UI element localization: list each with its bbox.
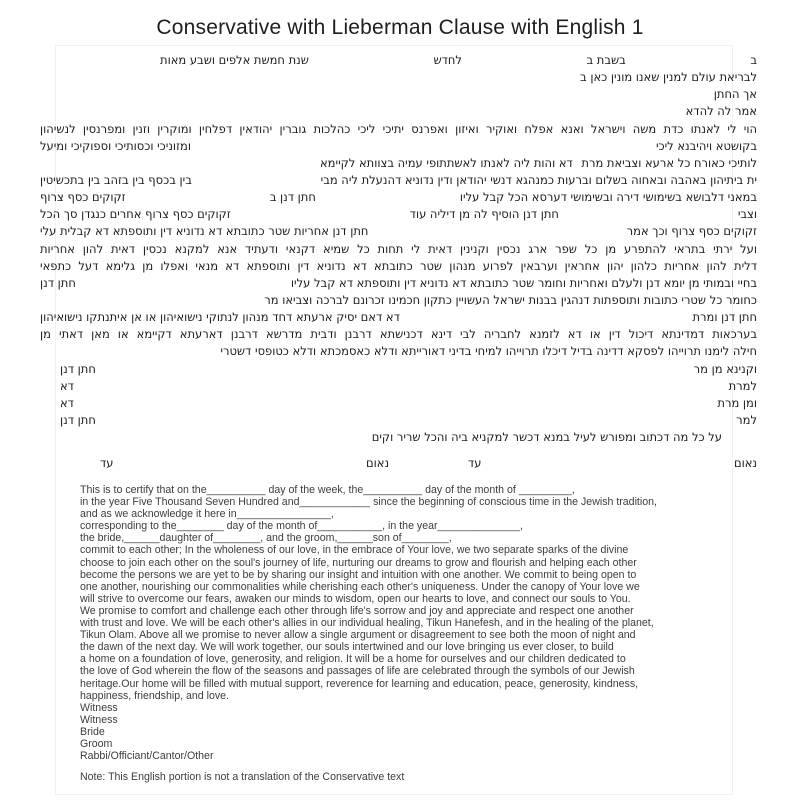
english-line: Groom [80,737,113,750]
english-line: will strive to overcome our fears, awaken our minds to wisdom, open our hearts to love, and connect our souls to You. [80,592,631,605]
hebrew-segment: ית ביתיהון באהבה ובאחוה בשלום וברעות כמנהגא דנשי יהודאן ודין נדוניא דהנעלת ליה מבי [320,172,757,187]
hebrew-line [40,378,757,395]
hebrew-segment: וצבי [737,207,757,222]
english-line: heritage.Our home will be filled with mutual support, reverence for learning and education, peace, generosity, kindness, [80,677,639,690]
hebrew-segment: בשבת ב [586,53,626,67]
hebrew-line: הוי לי לאנתו כדת משה וישראל ואנא אפלח ואוקיר ואיזון ואפרנס יתיכי ליכי כהלכות גוברין יהודאין דפלחין ומוקרין וזנין ומפרנסין לנשיהון [40,121,757,136]
translation-note: Note: This English portion is not a translation of the Conservative text [80,771,405,784]
hebrew-line [40,395,757,412]
signature-group [100,455,389,472]
english-line: become the persons we are yet to be by sharing our insight and intuition with one another. We commit to being open to [80,568,637,581]
hebrew-segment: דא [60,378,74,393]
hebrew-segment: זקוקים כסף צרוף וכך אמר [626,224,757,239]
hebrew-segment: למר [736,412,757,427]
hebrew-segment: ומן מרת [717,395,757,410]
english-line: the love of God wherein the flow of the seasons and passages of life are celebrated through the symbols of our Jewish [80,665,635,678]
hebrew-line [40,172,757,189]
hebrew-line: דלית להון אחריות כלהון יהון אחראין וערבאין לפרוע מנהון שטר כתובתא דא נדוניא דין ותוספתא דא מנאי ואפלו מן גלימא דעל כתפאי [40,258,757,273]
english-line: We promise to comfort and challenge each other through life's sorrow and joy and appreciate and respect one another [80,604,634,617]
english-lines-container [80,484,740,762]
english-line: This is to certify that on the__________ day of the week, the__________ day of the month of _________, [80,484,575,496]
hebrew-line: אמר לה להדא [685,104,757,119]
hebrew-line [40,138,757,155]
hebrew-segment: חתן דנן [40,275,76,290]
hebrew-line [40,52,757,69]
english-line: the bride,______daughter of________, and the groom,______son of________, [80,532,452,545]
hebrew-line: ועל ירתי בתראי להתפרע מן כל שפר ארג נכסין וקנינין דאית לי תחות כל שמיא דקנאי ודעתיד אנא למקנא נכסין דאית להון אחריות [40,241,757,256]
hebrew-line [40,412,757,429]
hebrew-segment: חתן דנן ב [269,190,316,205]
hebrew-segment: במאני דלבושא בשימושי דירה ובשימושי דערסא הכל קבל עליו [459,190,757,205]
hebrew-line [40,189,757,206]
english-text-block [80,484,740,783]
english-line: a home on a foundation of love, generosity, and religion. It will be a home for ourselves and our children dedicated to [80,653,626,666]
hebrew-line [40,361,757,378]
hebrew-segment: חתן דנן [60,412,96,427]
hebrew-segment: נאום [366,456,390,471]
english-line: the dawn of the next day. We will work together, our souls intertwined and our love bringing us ever closer, to build [80,641,614,654]
hebrew-line: חילה לימנו תרוייהו לפסקא דדינה בדיל דיכלו תרוייהו למיחי בדיני דאורייתא ודלא כאסמכתא ודלא כטופסי דשטרי [220,344,757,359]
hebrew-segment: שנת חמשת אלפים ושבע מאות [160,53,309,67]
hebrew-segment: דא דאם יסיק ארעתא דחד מנהון לנתוקי נישואיהון או אן איתנתקו נישואיהון [40,310,400,325]
hebrew-segment: לחדש [433,53,462,67]
hebrew-segment: ומזוניכי וכסותיכי וספוקיכי ומיעל [40,138,191,153]
english-line: with trust and love. We will be each other's allies in our individual healing, Tikun Hanefesh, and in the healing of the planet, [80,617,654,630]
english-line: choose to join each other on the soul's journey of life, nurturing our dreams to grow and flourish and helping each other [80,556,637,569]
hebrew-segment: חתן דנן [60,361,96,376]
hebrew-segment: וקנינא מן מר [693,361,757,376]
english-line: Witness [80,701,118,714]
hebrew-segment: זקוקים כסף צרוף אחרים כנגדן סך הכל [40,207,231,222]
hebrew-line [40,206,757,223]
english-line: Bride [80,725,105,738]
hebrew-line [40,223,757,240]
page-title: Conservative with Lieberman Clause with English 1 [156,16,644,39]
hebrew-line: אך החתן [713,87,757,102]
hebrew-line [40,155,757,172]
signature-group [468,455,757,472]
hebrew-segment: עד [100,456,114,471]
english-line: one another, nourishing our commonalities while cherishing each other's uniqueness. Under the canopy of Your love we [80,580,640,593]
hebrew-line: בערכאות דמדינתא דיכול דין או דא לזמנא לחבריה לבי דינא דכנישתא דרבנן ודבית מדרשא דרבנן דארעתא דקיימא או מאן דאתי מן [40,327,757,342]
english-line: in the year Five Thousand Seven Hundred and____________ since the beginning of conscious time in the Jewish tradition, [80,496,657,509]
hebrew-segment: נאום [733,456,757,471]
hebrew-segment: בקושטא ויהיבנא ליכי [655,138,757,153]
hebrew-line: על כל מה דכתוב ומפורש לעיל במנא דכשר למקניא ביה והכל שריר וקים [371,430,722,445]
english-line: commit to each other; In the wholeness of our love, in the embrace of Your love, we two separate sparks of the divine [80,544,629,557]
english-line: happiness, friendship, and love. [80,689,230,702]
hebrew-segment: בחיי ובמותי מן יומא דנן ולעלם ואחריות וחומר שטר כתובתא דא נדוניא דין ותוספתא דא קבל עליו [290,275,757,290]
hebrew-line [40,455,757,472]
english-line: Rabbi/Officiant/Cantor/Other [80,750,214,763]
hebrew-segment: דא והות ליה לאנתו לאשתתופי עמיה בצוותא לקיימא [320,155,573,170]
hebrew-line [40,309,757,326]
hebrew-segment: בין בכסף בין בזהב בין בתכשיטין [40,172,192,187]
english-line: and as we acknowledge it here in________________, [80,508,334,521]
hebrew-line: כחומר כל שטרי כתובות ותוספתות דנהגין בבנות ישראל העשויין כתקון חכמינו זכרונם לברכה וצביאו מר [264,292,757,307]
hebrew-segment: חתן דנן ומרת [692,310,757,325]
hebrew-line: לבריאת עולם למנין שאנו מונין כאן ב [580,70,757,85]
english-line: corresponding to the________ day of the month of___________, in the year______________, [80,520,523,533]
hebrew-segment: זקוקים כסף צרוף [40,190,126,205]
english-line: Tikun Olam. Above all we promise to never allow a single argument or disagreement to see both the moon of night and [80,629,636,642]
hebrew-segment: דא [60,395,74,410]
hebrew-segment: לותיכי כאורח כל ארעא וצביאת מרת [581,155,757,170]
hebrew-text-block [40,52,757,472]
hebrew-segment: עד [467,456,482,471]
hebrew-segment: חתן דנן אחריות שטר כתובתא דא נדוניא דין ותוספתא דא קבלית עלי [40,224,369,239]
english-line: Witness [80,713,118,726]
hebrew-segment: ב [750,53,757,67]
hebrew-segment: חתן דנן הוסיף לה מן דיליה עוד [409,207,559,222]
hebrew-segment: למרת [728,378,757,393]
hebrew-line [40,275,757,292]
